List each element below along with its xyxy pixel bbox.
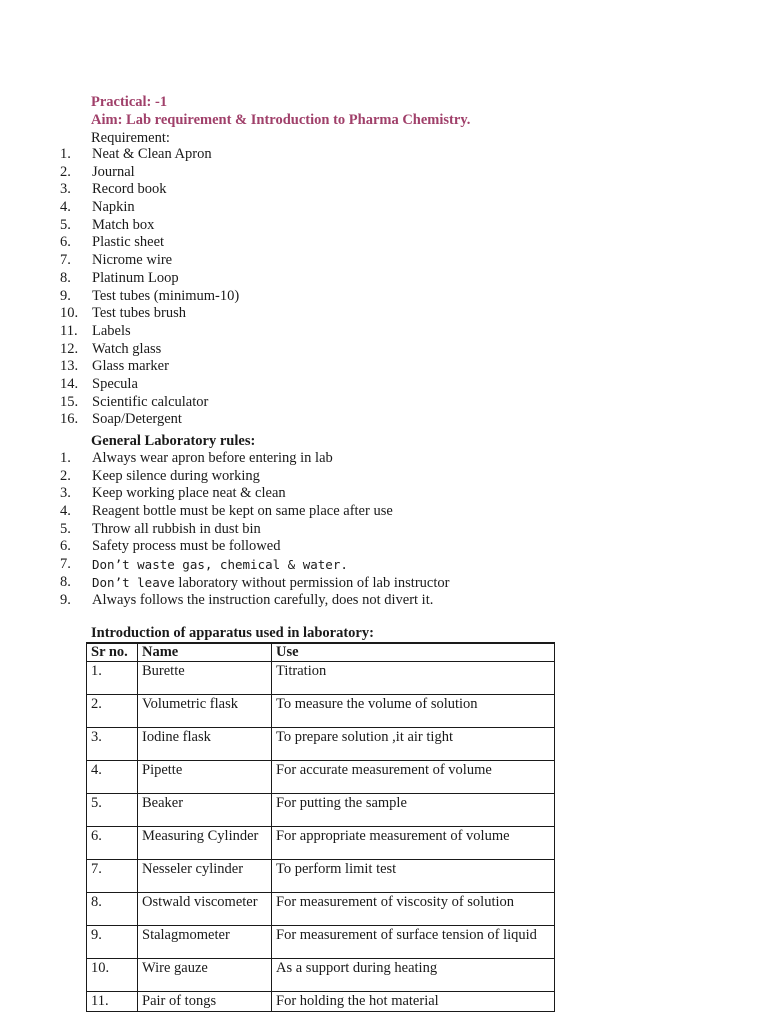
cell-use: For holding the hot material [272,992,555,1012]
cell-sr-no: 4. [87,761,138,794]
cell-name: Iodine flask [138,728,272,761]
table-row [87,662,555,695]
cell-name: Stalagmometer [138,926,272,959]
header-name: Name [138,643,272,662]
cell-name: Measuring Cylinder [138,827,272,860]
cell-name: Wire gauze [138,959,272,992]
header-use: Use [272,643,555,662]
cell-name: Burette [138,662,272,695]
header-sr-no: Sr no. [87,643,138,662]
cell-use: To prepare solution ,it air tight [272,728,555,761]
cell-use: As a support during heating [272,959,555,992]
cell-use: For measurement of viscosity of solution [272,893,555,926]
table-header-row [87,643,555,662]
cell-sr-no: 11. [87,992,138,1012]
table-row [87,695,555,728]
table-row [87,794,555,827]
apparatus-table [86,642,555,1012]
table-row [87,926,555,959]
requirement-label: Requirement: [91,130,170,146]
cell-name: Pair of tongs [138,992,272,1012]
cell-sr-no: 2. [87,695,138,728]
table-row [87,992,555,1012]
cell-use: For appropriate measurement of volume [272,827,555,860]
table-row [87,827,555,860]
table-row [87,959,555,992]
cell-sr-no: 7. [87,860,138,893]
cell-name: Nesseler cylinder [138,860,272,893]
cell-name: Beaker [138,794,272,827]
table-row [87,893,555,926]
practical-title: Practical: -1 [91,94,168,110]
cell-sr-no: 10. [87,959,138,992]
table-row [87,728,555,761]
cell-name: Ostwald viscometer [138,893,272,926]
practical-aim: Aim: Lab requirement & Introduction to Pharma Chemistry. [91,112,471,128]
cell-use: For measurement of surface tension of liquid [272,926,555,959]
cell-name: Volumetric flask [138,695,272,728]
cell-sr-no: 3. [87,728,138,761]
cell-name: Pipette [138,761,272,794]
cell-sr-no: 9. [87,926,138,959]
cell-use: Titration [272,662,555,695]
cell-use: To measure the volume of solution [272,695,555,728]
table-row [87,860,555,893]
cell-sr-no: 5. [87,794,138,827]
document-page: Practical: -1 Aim: Lab requirement & Introduction to Pharma Chemistry. Requirement: 1. Neat & Clean Apron 2. Journal 3. Record book 4. Napkin 5. Match box 6. Plastic sheet 7. Nicrome wire 8. Platinum Loop 9. Test tubes (minimum-10) 10. Test tubes brush 11. Labels 12. Watch glass 13. Glass marker 14. Specula 15. Scientific calculator 16. Soap/Detergent General Laboratory rules: 1. Always wear apron before entering in lab 2. Keep silence during working 3. Keep working place neat & clean 4. Reagent bottle must be kept on same place after use 5. Throw all rubbish in dust bin 6. Safety process must be followed 7. Don’t waste gas, chemical & water. 8. Don’t leave laboratory without permission of lab instructor 9. Always follows the instruction carefully, does not divert it. Introduction of apparatus used in laboratory: Sr no. Name Use 1. Burette Titration 2. Volumetric flask To measure the volume of solution 3. Iodine flask To prepare solution ,it air tight 4. Pipette For accurate measurement of volume 5. Beaker For putting the sample 6. Measuring Cylinder For appropriate measurement of volume 7. Nesseler cylinder To perform limit test 8. Ostwald viscometer For measurement of viscosity of solution 9. Stalagmometer For measurement of surface tension of liquid 10. Wire gauze As a support during heating 11. Pair of tongs For holding the hot material [0,0,768,1024]
cell-use: For putting the sample [272,794,555,827]
cell-sr-no: 8. [87,893,138,926]
cell-use: For accurate measurement of volume [272,761,555,794]
apparatus-caption: Introduction of apparatus used in laboratory: [91,625,374,641]
cell-sr-no: 6. [87,827,138,860]
rules-heading: General Laboratory rules: [91,433,256,449]
cell-sr-no: 1. [87,662,138,695]
table-row [87,761,555,794]
cell-use: To perform limit test [272,860,555,893]
